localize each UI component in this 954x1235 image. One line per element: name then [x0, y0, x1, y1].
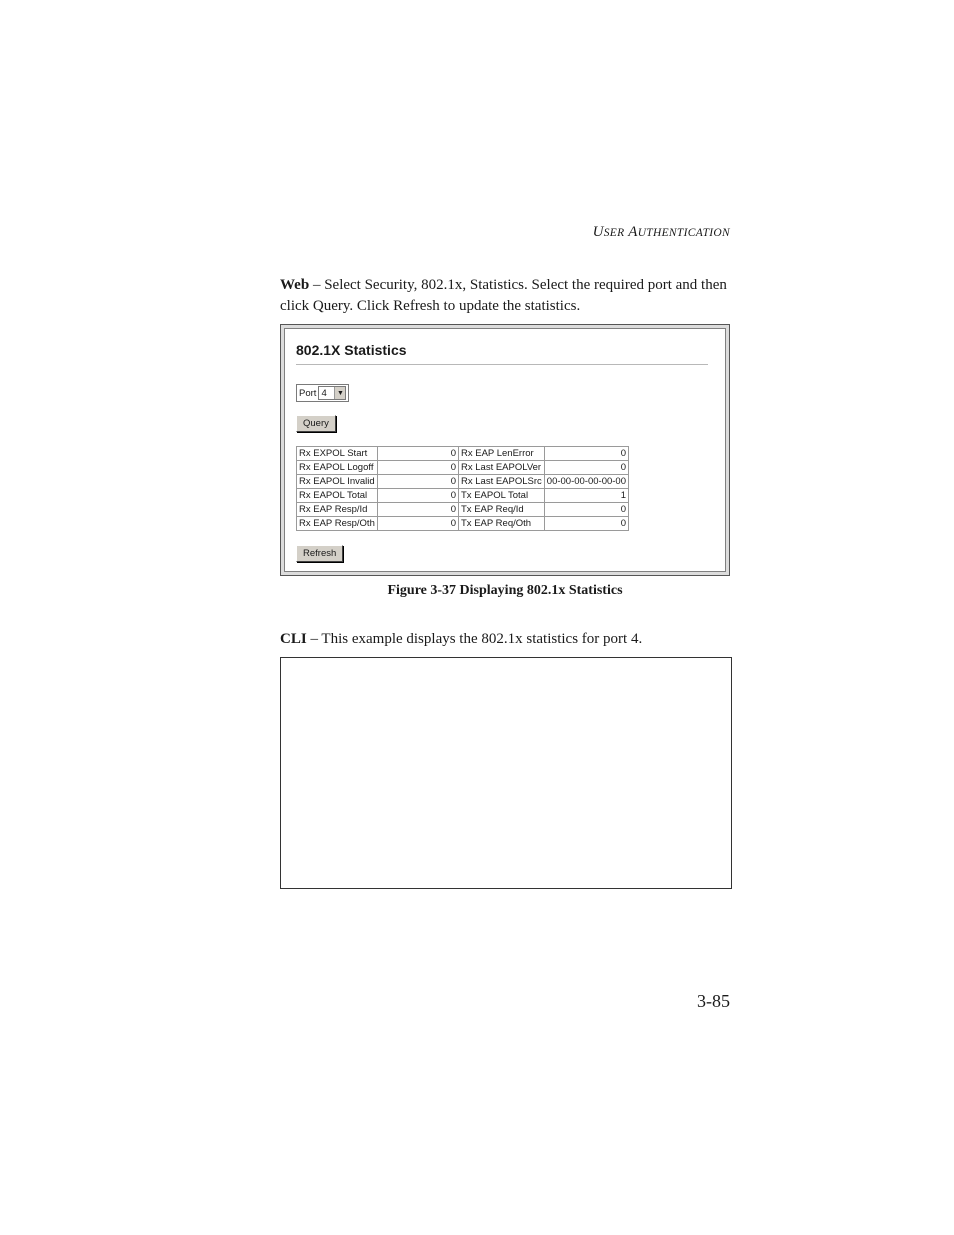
port-label: Port [299, 387, 317, 399]
cli-paragraph [280, 629, 730, 650]
stat-value: 0 [378, 461, 459, 475]
web-text: – Select Security, 802.1x, Statistics. Select the required port and then click Query. Click Refresh to update the statistics. [280, 277, 727, 314]
table-row [297, 461, 629, 475]
window-title: 802.1X Statistics [296, 342, 407, 358]
stat-name: Rx EAP Resp/Oth [297, 517, 378, 531]
figure-screenshot [280, 324, 730, 576]
stat-value: 0 [544, 503, 628, 517]
web-paragraph [280, 275, 730, 317]
title-divider [296, 364, 708, 365]
port-select[interactable] [318, 386, 346, 400]
stat-value: 00-00-00-00-00-00 [544, 475, 628, 489]
refresh-button[interactable]: Refresh [296, 545, 343, 562]
stat-name: Tx EAP Req/Id [459, 503, 545, 517]
stat-value: 0 [378, 475, 459, 489]
header-u: U [592, 224, 604, 240]
cli-label: CLI [280, 631, 307, 647]
query-button[interactable]: Query [296, 415, 336, 432]
stat-name: Tx EAPOL Total [459, 489, 545, 503]
stat-name: Rx EAP Resp/Id [297, 503, 378, 517]
stat-name: Rx EXPOL Start [297, 447, 378, 461]
header-a: A [628, 224, 638, 240]
statistics-table [296, 446, 629, 531]
table-row [297, 503, 629, 517]
stat-name: Rx EAPOL Invalid [297, 475, 378, 489]
cli-example-box [280, 657, 732, 889]
running-header [560, 224, 730, 241]
stat-value: 0 [378, 503, 459, 517]
table-row [297, 475, 629, 489]
stat-value: 0 [378, 517, 459, 531]
stat-name: Tx EAP Req/Oth [459, 517, 545, 531]
header-ser: SER [603, 227, 625, 239]
stat-value: 0 [544, 447, 628, 461]
stat-name: Rx EAPOL Logoff [297, 461, 378, 475]
stat-value: 0 [544, 517, 628, 531]
stat-value: 0 [544, 461, 628, 475]
port-select-value: 4 [321, 387, 327, 399]
stat-name: Rx Last EAPOLVer [459, 461, 545, 475]
web-label: Web [280, 277, 310, 293]
header-uthentication: UTHENTICATION [637, 227, 730, 239]
stat-value: 1 [544, 489, 628, 503]
table-row [297, 447, 629, 461]
stat-value: 0 [378, 489, 459, 503]
stat-value: 0 [378, 447, 459, 461]
table-row [297, 489, 629, 503]
table-row [297, 517, 629, 531]
stat-name: Rx Last EAPOLSrc [459, 475, 545, 489]
stat-name: Rx EAP LenError [459, 447, 545, 461]
figure-caption: Figure 3-37 Displaying 802.1x Statistics [387, 583, 623, 598]
cli-text: – This example displays the 802.1x statistics for port 4. [306, 631, 643, 647]
port-selector-group [296, 384, 349, 402]
stat-name: Rx EAPOL Total [297, 489, 378, 503]
statistics-window [284, 328, 726, 572]
chevron-down-icon[interactable]: ▼ [334, 387, 345, 399]
page-number: 3-85 [697, 991, 730, 1011]
